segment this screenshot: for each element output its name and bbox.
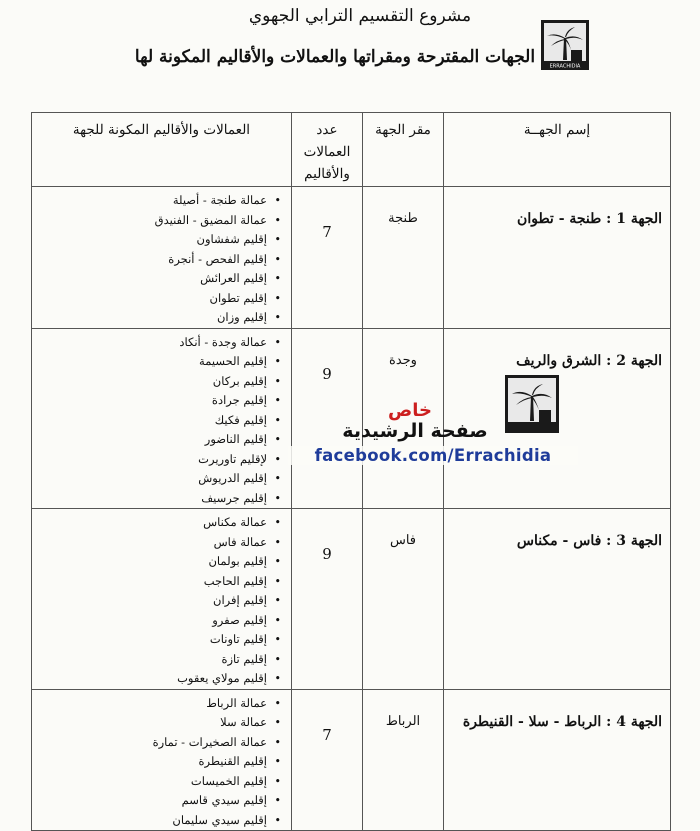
table-row [32, 328, 671, 509]
document-subtitle: الجهات المقترحة ومقراتها والعمالات والأقاليم المكونة لها [134, 47, 536, 67]
header-region: إسم الجهــة [444, 113, 671, 187]
province-list-cell [32, 328, 292, 509]
list-item: • إقليم تازة [36, 650, 281, 670]
list-item: • إقليم الحاجب [36, 572, 281, 592]
region-seat: فاس [363, 509, 444, 690]
list-item: • إقليم إفران [36, 591, 281, 611]
list-item: • إقليم العرائش [36, 269, 281, 289]
list-item: • عمالة مكناس [36, 513, 281, 533]
header-seat: مقر الجهة [363, 113, 444, 187]
list-item: • عمالة سلا [36, 713, 281, 733]
list-item: • إقليم تاونات [36, 630, 281, 650]
watermark-url: facebook.com/Errachidia [288, 446, 578, 465]
list-item: • إقليم سيدي قاسم [36, 791, 281, 811]
region-seat: وجدة [363, 328, 444, 509]
list-item: • إقليم جرسيف [36, 489, 281, 509]
logo-caption: ERRACHIDIA [549, 63, 581, 70]
header-count: عدد العمالات والأقاليم [292, 113, 363, 187]
region-seat: الرباط [363, 689, 444, 831]
watermark-logo-icon [505, 375, 559, 433]
errachidia-logo-icon [541, 20, 589, 70]
table-row [32, 689, 671, 831]
list-item: • إقليم الخميسات [36, 772, 281, 792]
watermark-page-name: صفحة الرشيدية [342, 420, 488, 442]
list-item: • إقليم فكيك [36, 411, 281, 431]
list-item: • عمالة المضيق - الفنيدق [36, 211, 281, 231]
list-item: • إقليم القنيطرة [36, 752, 281, 772]
province-list [36, 333, 281, 509]
region-name: الجهة 2 : الشرق والريف [444, 328, 671, 509]
list-item: • إقليم سيدي سليمان [36, 811, 281, 831]
table-row [32, 187, 671, 329]
list-item: • لإقليم تاوريرت [36, 450, 281, 470]
region-seat: طنجة [363, 187, 444, 329]
list-item: • إقليم الناضور [36, 430, 281, 450]
province-count: 7 [292, 187, 363, 329]
list-item: • إقليم الحسيمة [36, 352, 281, 372]
province-count: 9 [292, 509, 363, 690]
province-list [36, 191, 281, 328]
province-list-cell [32, 187, 292, 329]
table-header-row [32, 113, 671, 187]
province-list-cell [32, 509, 292, 690]
province-count: 7 [292, 689, 363, 831]
list-item: • إقليم وزان [36, 308, 281, 328]
region-name: الجهة 1 : طنجة - تطوان [444, 187, 671, 329]
list-item: • إقليم صفرو [36, 611, 281, 631]
document-title: مشروع التقسيم الترابي الجهوي [248, 6, 472, 26]
list-item: • عمالة وجدة - أنكاد [36, 333, 281, 353]
list-item: • إقليم بولمان [36, 552, 281, 572]
table-row [32, 509, 671, 690]
province-list [36, 513, 281, 689]
list-item: • إقليم بركان [36, 372, 281, 392]
list-item: • عمالة الرباط [36, 694, 281, 714]
list-item: • إقليم جرادة [36, 391, 281, 411]
list-item: • إقليم شفشاون [36, 230, 281, 250]
list-item: • إقليم الفحص - أنجرة [36, 250, 281, 270]
list-item: • عمالة الصخيرات - تمارة [36, 733, 281, 753]
list-item: • عمالة فاس [36, 533, 281, 553]
province-count: 9 [292, 328, 363, 509]
header-provinces: العمالات والأقاليم المكونة للجهة [32, 113, 292, 187]
watermark-exclusive-label: خاص [388, 400, 432, 421]
province-list-cell [32, 689, 292, 831]
region-name: الجهة 4 : الرباط - سلا - القنيطرة [444, 689, 671, 831]
region-name: الجهة 3 : فاس - مكناس [444, 509, 671, 690]
list-item: • إقليم تطوان [36, 289, 281, 309]
list-item: • إقليم الدريوش [36, 469, 281, 489]
list-item: • عمالة طنجة - أصيلة [36, 191, 281, 211]
list-item: • إقليم مولاي يعقوب [36, 669, 281, 689]
regions-table [31, 112, 671, 831]
